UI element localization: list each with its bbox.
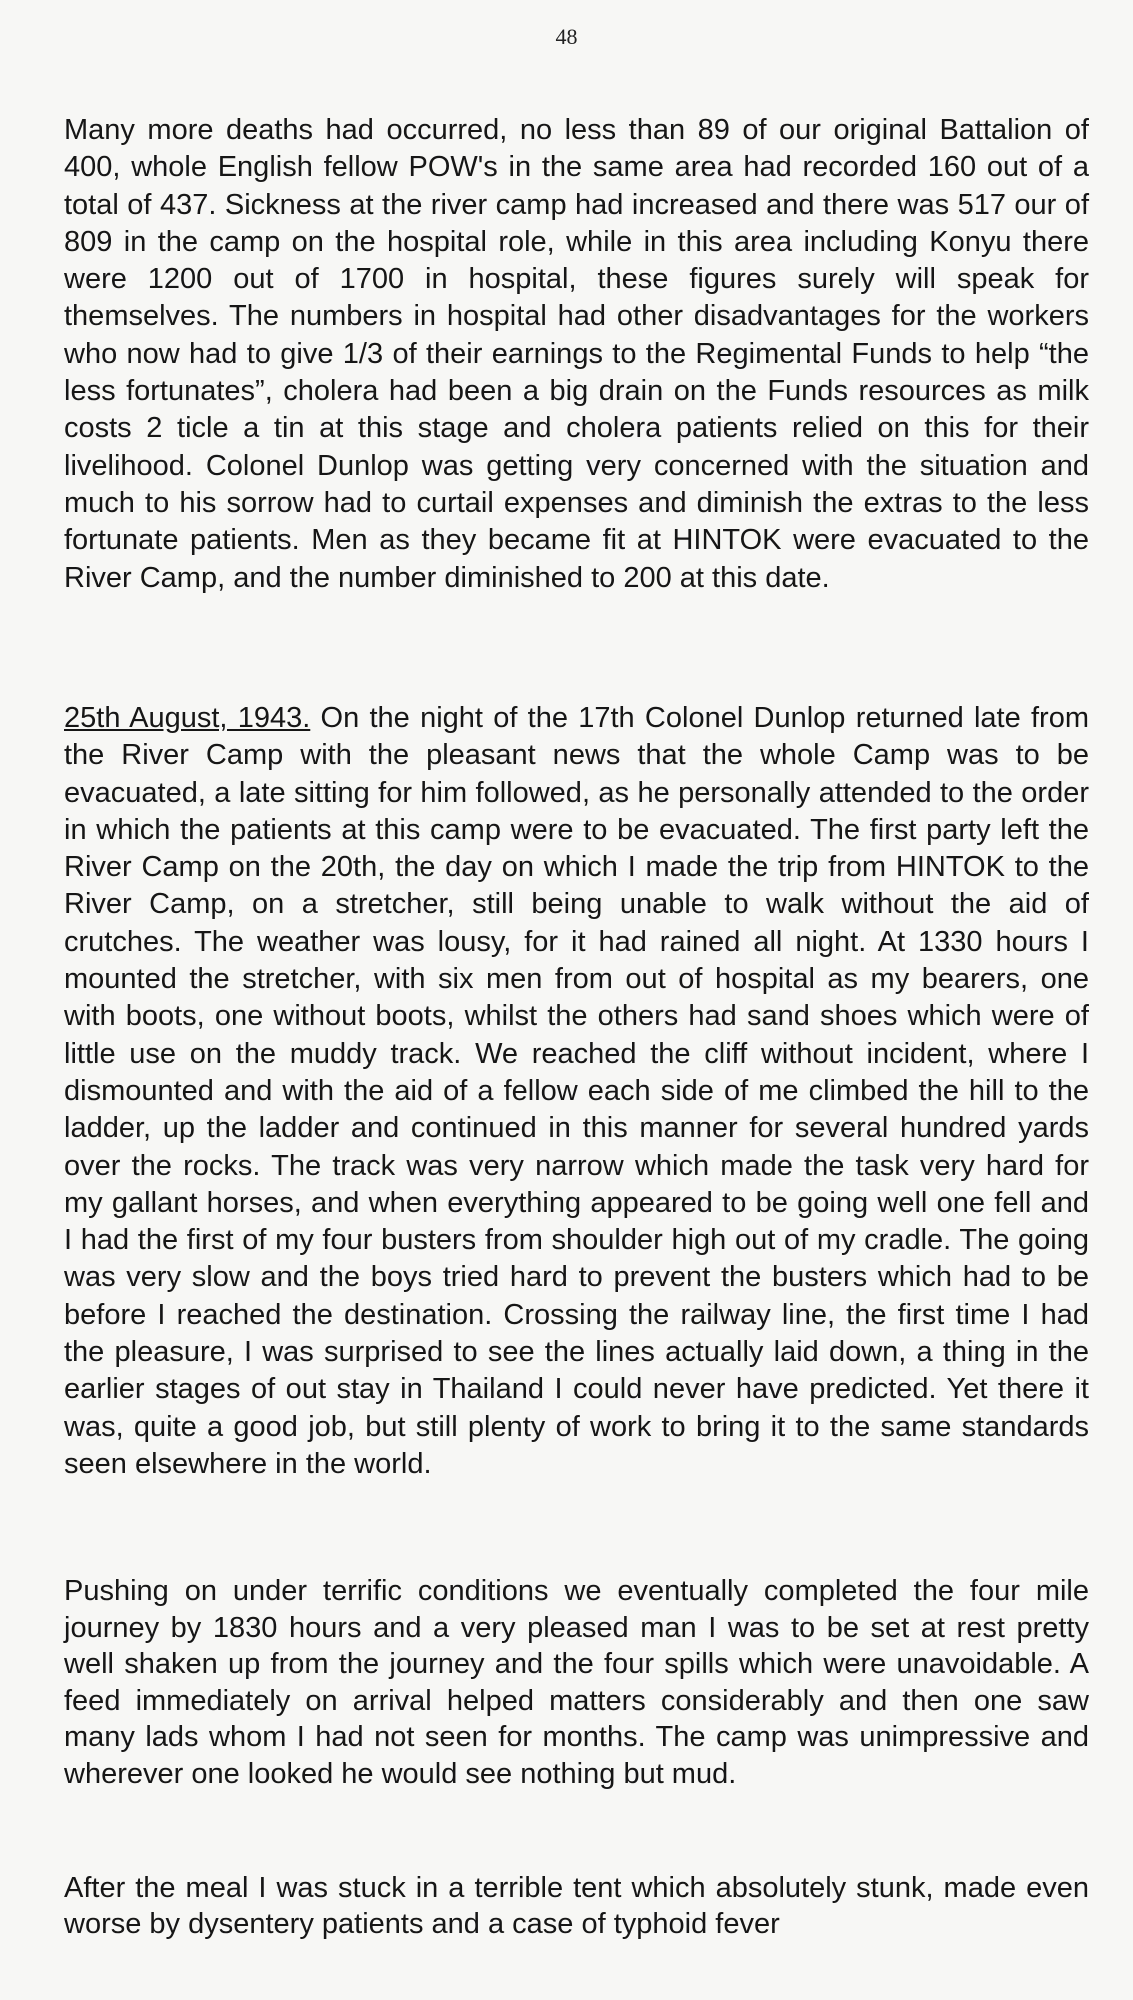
- paragraph-text: After the meal I was stuck in a terrible tent which absolutely stunk, made even worse by dysentery patients and a case of typhoid fever: [64, 1872, 1089, 1940]
- page-number: 48: [555, 24, 578, 49]
- paragraph-text: On the night of the 17th Colonel Dunlop returned late from the River Camp with the pleasant news that the whole Camp was to be evacuated, a late sitting for him followed, as he personally attended to the order in which the patients at this camp were to be evacuated. The first party left the River Camp on the 20th, the day on which I made the trip from HINTOK to the River Camp, on a stretcher, still being unable to walk without the aid of crutches. The weather was lousy, for it had rained all night. At 1330 hours I mounted the stretcher, with six men from out of hospital as my bearers, one with boots, one without boots, whilst the others had sand shoes which were of little use on the muddy track. We reached the cliff without incident, where I dismounted and with the aid of a fellow each side of me climbed the hill to the ladder, up the ladder and continued in this manner for several hundred yards over the rocks. The track was very narrow which made the task very hard for my gallant horses, and when everything appeared to be going well one fell and I had the first of my four busters from shoulder high out of my cradle. The going was very slow and the boys tried hard to prevent the busters which had to be before I reached the destination. Crossing the railway line, the first time I had the pleasure, I was surprised to see the lines actually laid down, a thing in the earlier stages of out stay in Thailand I could never have predicted. Yet there it was, quite a good job, but still plenty of work to bring it to the same standards seen elsewhere in the world.: [64, 702, 1089, 1480]
- paragraph-text: Many more deaths had occurred, no less than 89 of our original Battalion of 400, whole English fellow POW's in the same area had recorded 160 out of a total of 437. Sickness at the river camp had increased and there was 517 our of 809 in the camp on the hospital role, while in this area including Konyu there were 1200 out of 1700 in hospital, these figures surely will speak for themselves. The numbers in hospital had other disadvantages for the workers who now had to give 1/3 of their earnings to the Regimental Funds to help “the less fortunates”, cholera had been a big drain on the Funds resources as milk costs 2 ticle a tin at this stage and cholera patients relied on this for their livelihood. Colonel Dunlop was getting very concerned with the situation and much to his sorrow had to curtail expenses and diminish the extras to the less fortunate patients. Men as they became fit at HINTOK were evacuated to the River Camp, and the number diminished to 200 at this date.: [64, 114, 1089, 594]
- paragraph-text: Pushing on under terrific conditions we eventually completed the four mile journey by 1830 hours and a very pleased man I was to be set at rest pretty well shaken up from the journey and the four spills which were unavoidable. A feed immediately on arrival helped matters considerably and then one saw many lads whom I had not seen for months. The camp was unimpressive and wherever one looked he would see nothing but mud.: [64, 1575, 1089, 1790]
- paragraph-casualties: [64, 112, 1089, 597]
- paragraph-evacuation: [64, 700, 1089, 1483]
- paragraph-arrival: [64, 1573, 1089, 1793]
- paragraph-tent: [64, 1870, 1089, 1942]
- date-heading: 25th August, 1943.: [64, 702, 311, 734]
